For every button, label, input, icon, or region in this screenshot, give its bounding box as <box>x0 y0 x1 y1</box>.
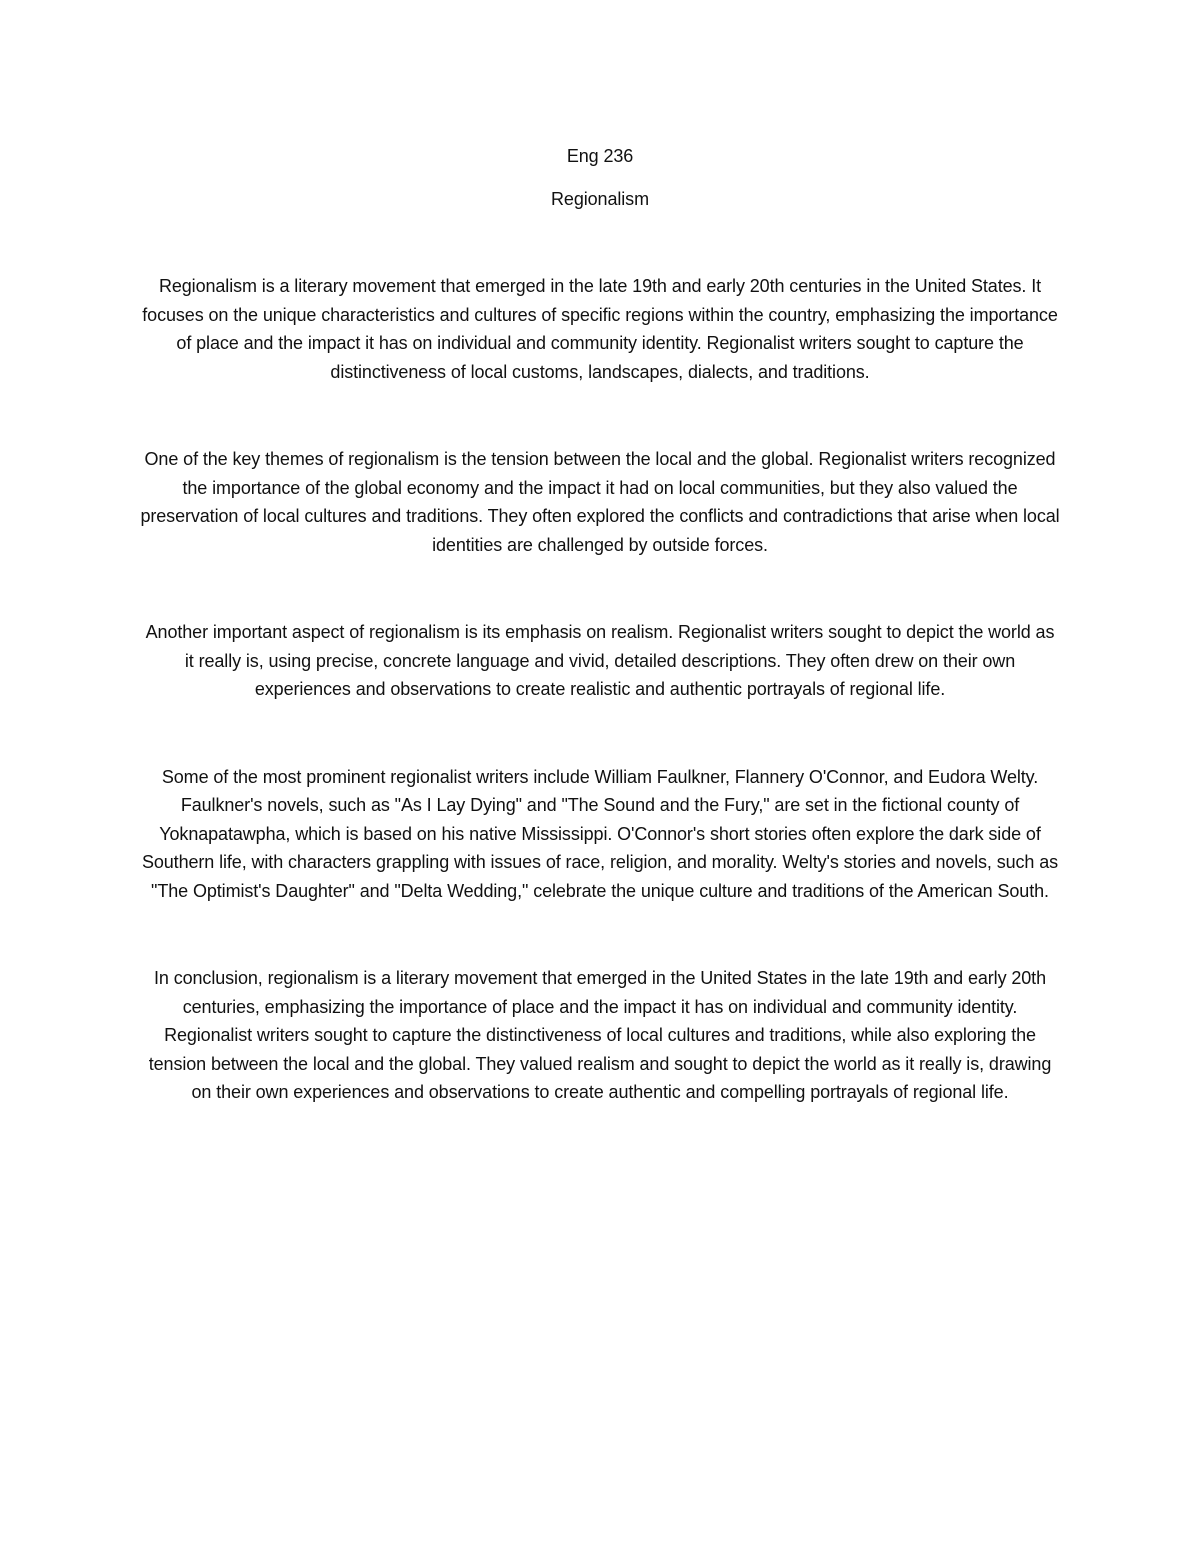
paragraph-realism: Another important aspect of regionalism is its emphasis on realism. Regionalist writers sought to depict the world as it really is, using precise, concrete language and vivid, detailed descriptions. They often drew on their own experiences and observations to create realistic and authentic portrayals of regional life. <box>145 622 1055 699</box>
course-code: Eng 236 <box>566 146 634 166</box>
document-title: Regionalism <box>551 188 649 209</box>
paragraph-local-global-tension: One of the key themes of regionalism is the tension between the local and the global. Regionalist writers recognized the importance of the global economy and the impact it had on local communities, but they also valued the preservation of local cultures and traditions. They often explored the conflicts and contradictions that arise when local identities are challenged by outside forces. <box>140 449 1060 555</box>
paragraph-introduction: Regionalism is a literary movement that emerged in the late 19th and early 20th centuries in the United States. It focuses on the unique characteristics and cultures of specific regions within the country, emphasizing the importance of place and the impact it has on individual and community identity. Regionalist writers sought to capture the distinctiveness of local customs, landscapes, dialects, and traditions. <box>142 276 1058 382</box>
document-body <box>140 142 1060 1107</box>
paragraph-conclusion: In conclusion, regionalism is a literary movement that emerged in the United States in the late 19th and early 20th centuries, emphasizing the importance of place and the impact it has on individual and community identity. Regionalist writers sought to capture the distinctiveness of local cultures and traditions, while also exploring the tension between the local and the global. They valued realism and sought to depict the world as it really is, drawing on their own experiences and observations to create authentic and compelling portrayals of regional life. <box>148 968 1052 1102</box>
paragraph-prominent-writers: Some of the most prominent regionalist writers include William Faulkner, Flannery O'Connor, and Eudora Welty. Faulkner's novels, such as "As I Lay Dying" and "The Sound and the Fury," are set in the fictional county of Yoknapatawpha, which is based on his native Mississippi. O'Connor's short stories often explore the dark side of Southern life, with characters grappling with issues of race, religion, and morality. Welty's stories and novels, such as "The Optimist's Daughter" and "Delta Wedding," celebrate the unique culture and traditions of the American South. <box>141 766 1059 901</box>
